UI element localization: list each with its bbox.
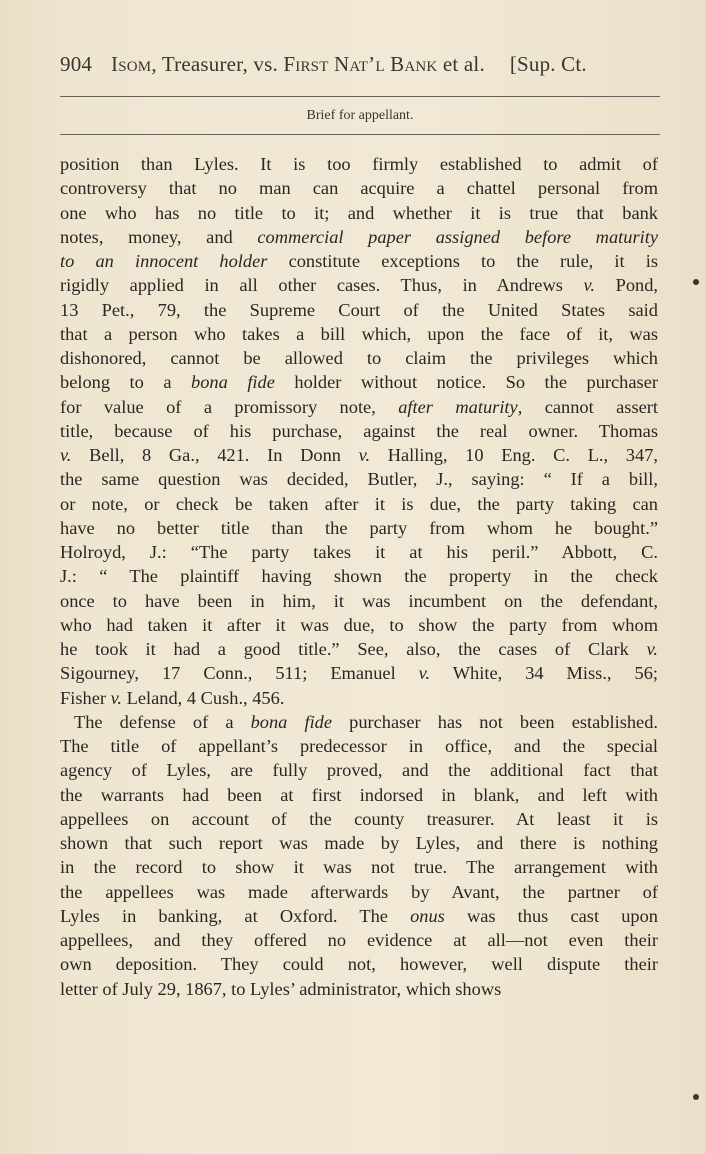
text-line: Lyles in banking, at Oxford. The onus was thus cast upon [60,905,658,926]
text-line: position than Lyles. It is too firmly established to admit of [60,154,658,174]
text-line: who had taken it after it was due, to show the party from whom [60,614,658,635]
text-line: appellees, and they offered no evidence at all—not even their [60,930,658,950]
text-line: notes, money, and commercial paper assigned before maturity [60,226,658,247]
text-line: the same question was decided, Butler, J., saying: “ If a bill, [60,469,658,490]
subheader: Brief for appellant. [306,108,414,123]
text-line: dishonored, cannot be allowed to claim the privileges which [60,348,658,368]
header-party-1: Isom [111,52,152,76]
header-party-2: First Nat’l Bank [283,52,438,76]
text-line: 13 Pet., 79, the Supreme Court of the United States said [60,299,658,320]
body-text [60,152,658,1001]
text-line: for value of a promissory note, after maturity, cannot assert [60,396,659,417]
text-line: the appellees was made afterwards by Avant, the partner of [60,881,658,902]
text-line: The title of appellant’s predecessor in office, and the special [60,736,658,756]
text-line: or note, or check be taken after it is due, the party taking can [60,493,658,514]
page-number: 904 [60,52,93,76]
text-line: the warrants had been at first indorsed in blank, and left with [60,784,658,805]
text-line: one who has no title to it; and whether it is true that bank [60,202,658,223]
text-line: letter of July 29, 1867, to Lyles’ administrator, which shows [60,978,502,999]
header-rule-top [60,96,660,97]
text-line: have no better title than the party from whom he bought.” [60,517,658,538]
text-line: v. Bell, 8 Ga., 421. In Donn v. Halling, 10 Eng. C. L., 347, [60,445,658,465]
margin-mark [693,1094,699,1100]
text-line: Holroyd, J.: “The party takes it at his peril.” Abbott, C. [60,542,658,562]
text-line: appellees on account of the county treasurer. At least it is [60,808,658,829]
text-line: to an innocent holder constitute exceptions to the rule, it is [60,251,658,271]
text-line: belong to a bona fide holder without notice. So the purchaser [60,372,658,393]
header-court: [Sup. Ct. [509,52,587,76]
header-title-mid: , Treasurer, vs. [151,52,284,76]
text-line: J.: “ The plaintiff having shown the property in the check [60,566,658,587]
text-line: The defense of a bona fide purchaser has not been established. [74,711,659,732]
text-line: once to have been in him, it was incumbent on the defendant, [60,590,658,611]
text-line: agency of Lyles, are fully proved, and the additional fact that [60,760,658,781]
text-line: rigidly applied in all other cases. Thus, in Andrews v. Pond, [60,275,659,296]
text-line: title, because of his purchase, against the real owner. Thomas [60,420,658,441]
text-line: own deposition. They could not, however, well dispute their [60,954,658,975]
text-line: that a person who takes a bill which, upon the face of it, was [60,323,658,344]
text-line: controversy that no man can acquire a chattel personal from [60,178,658,199]
text-line: Fisher v. Leland, 4 Cush., 456. [60,687,285,708]
header-title-end: et al. [437,52,485,76]
text-line: he took it had a good title.” See, also, the cases of Clark v. [60,639,658,659]
text-line: in the record to show it was not true. The arrangement with [60,857,658,878]
text-line: Sigourney, 17 Conn., 511; Emanuel v. White, 34 Miss., 56; [60,663,658,684]
text-line: shown that such report was made by Lyles, and there is nothing [60,833,658,853]
running-header [60,52,670,77]
margin-mark [693,279,699,285]
header-rule-bottom [60,134,660,135]
